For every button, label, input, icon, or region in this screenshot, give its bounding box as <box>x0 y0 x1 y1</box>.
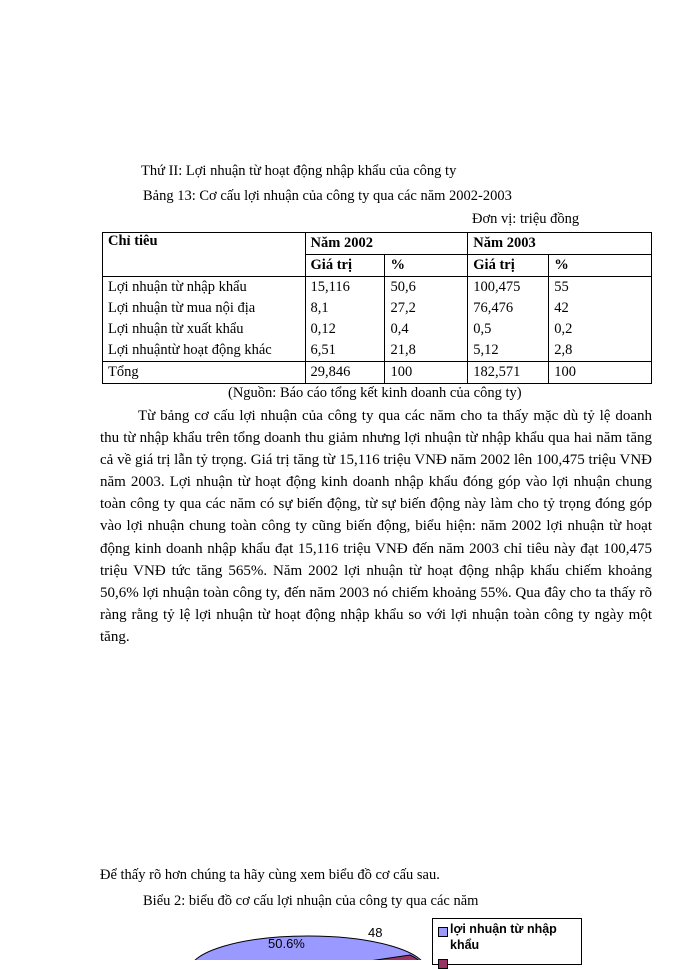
chart-legend <box>432 918 582 965</box>
total-value-2003: 182,571 <box>468 362 549 384</box>
legend-swatch-other <box>438 959 448 969</box>
cell-value-2002: 6,51 <box>305 340 385 362</box>
row-label: Lợi nhuậntừ hoạt động khác <box>103 340 306 362</box>
row-label: Lợi nhuận từ mua nội địa <box>103 298 306 319</box>
table-row <box>103 340 652 362</box>
table-caption: Bảng 13: Cơ cấu lợi nhuận của công ty qua các năm 2002-2003 <box>143 188 512 204</box>
cell-value-2003: 100,475 <box>468 277 549 299</box>
pie-label-other: 48 <box>368 925 383 940</box>
row-label: Lợi nhuận từ nhập khẩu <box>103 277 306 299</box>
cell-percent-2003: 0,2 <box>549 319 652 340</box>
header-year-2002: Năm 2002 <box>305 233 468 255</box>
subheader-percent-2002: % <box>385 255 468 277</box>
total-percent-2003: 100 <box>549 362 652 384</box>
analysis-paragraph <box>100 405 652 648</box>
cell-value-2003: 5,12 <box>468 340 549 362</box>
legend-label-import: lợi nhuận từ nhập khẩu <box>450 922 557 952</box>
cell-value-2002: 8,1 <box>305 298 385 319</box>
total-percent-2002: 100 <box>385 362 468 384</box>
subheader-value-2002: Giá trị <box>305 255 385 277</box>
cell-value-2002: 0,12 <box>305 319 385 340</box>
cell-value-2003: 76,476 <box>468 298 549 319</box>
table-row <box>103 298 652 319</box>
total-value-2002: 29,846 <box>305 362 385 384</box>
cell-percent-2003: 2,8 <box>549 340 652 362</box>
pie-label-import: 50.6% <box>268 936 305 951</box>
subheader-percent-2003: % <box>549 255 652 277</box>
pie-slice-import <box>190 936 426 960</box>
cell-percent-2002: 21,8 <box>385 340 468 362</box>
source-note: (Nguồn: Báo cáo tổng kết kinh doanh của công ty) <box>228 385 522 401</box>
profit-structure-table <box>102 232 652 384</box>
cell-percent-2002: 0,4 <box>385 319 468 340</box>
cell-value-2003: 0,5 <box>468 319 549 340</box>
legend-swatch-import <box>438 927 448 937</box>
subheader-value-2003: Giá trị <box>468 255 549 277</box>
chart-caption: Biểu 2: biểu đồ cơ cấu lợi nhuận của công ty qua các năm <box>143 893 479 909</box>
row-label: Lợi nhuận từ xuất khẩu <box>103 319 306 340</box>
cell-percent-2003: 42 <box>549 298 652 319</box>
table-header-row <box>103 233 652 255</box>
cell-percent-2003: 55 <box>549 277 652 299</box>
header-indicator: Chỉ tiêu <box>103 233 306 277</box>
table-row <box>103 277 652 299</box>
unit-label: Đơn vị: triệu đồng <box>472 211 580 227</box>
cell-value-2002: 15,116 <box>305 277 385 299</box>
header-year-2003: Năm 2003 <box>468 233 652 255</box>
section-heading: Thứ II: Lợi nhuận từ hoạt động nhập khẩu của công ty <box>141 163 457 179</box>
total-label: Tổng <box>103 362 306 384</box>
analysis-paragraph-text: Từ bảng cơ cấu lợi nhuận của công ty qua các năm cho ta thấy mặc dù tỷ lệ doanh thu từ nhập khẩu trên tổng doanh thu giảm nhưng lợi nhuận từ nhập khẩu qua hai năm tăng cả về giá trị lẫn tỷ trọng. Giá trị tăng từ 15,116 triệu VNĐ năm 2002 lên 100,475 triệu VNĐ năm 2003. Lợi nhuận từ hoạt động kinh doanh nhập khẩu đóng góp vào lợi nhuận chung toàn công ty qua các năm có sự biến động, từ sự biến động này làm cho tỷ trọng đóng góp vào lợi nhuận chung toàn công ty cũng biến động, biểu hiện: năm 2002 lợi nhuận từ hoạt động kinh doanh nhập khẩu đạt 15,116 triệu VNĐ đến năm 2003 chỉ tiêu này đạt 100,475 triệu VNĐ tức tăng 565%. Năm 2002 lợi nhuận từ hoạt động nhập khẩu chiếm khoảng 50,6% lợi nhuận toàn công ty, đến năm 2003 nó chiếm khoảng 55%. Qua đây cho ta thấy rõ ràng rằng tỷ lệ lợi nhuận từ hoạt động nhập khẩu so với lợi nhuận toàn công ty ngày một tăng. <box>100 408 652 645</box>
chart-intro: Để thấy rõ hơn chúng ta hãy cùng xem biểu đồ cơ cấu sau. <box>100 867 440 883</box>
cell-percent-2002: 50,6 <box>385 277 468 299</box>
table-total-row <box>103 362 652 384</box>
table-row <box>103 319 652 340</box>
cell-percent-2002: 27,2 <box>385 298 468 319</box>
pie-chart <box>178 915 438 960</box>
